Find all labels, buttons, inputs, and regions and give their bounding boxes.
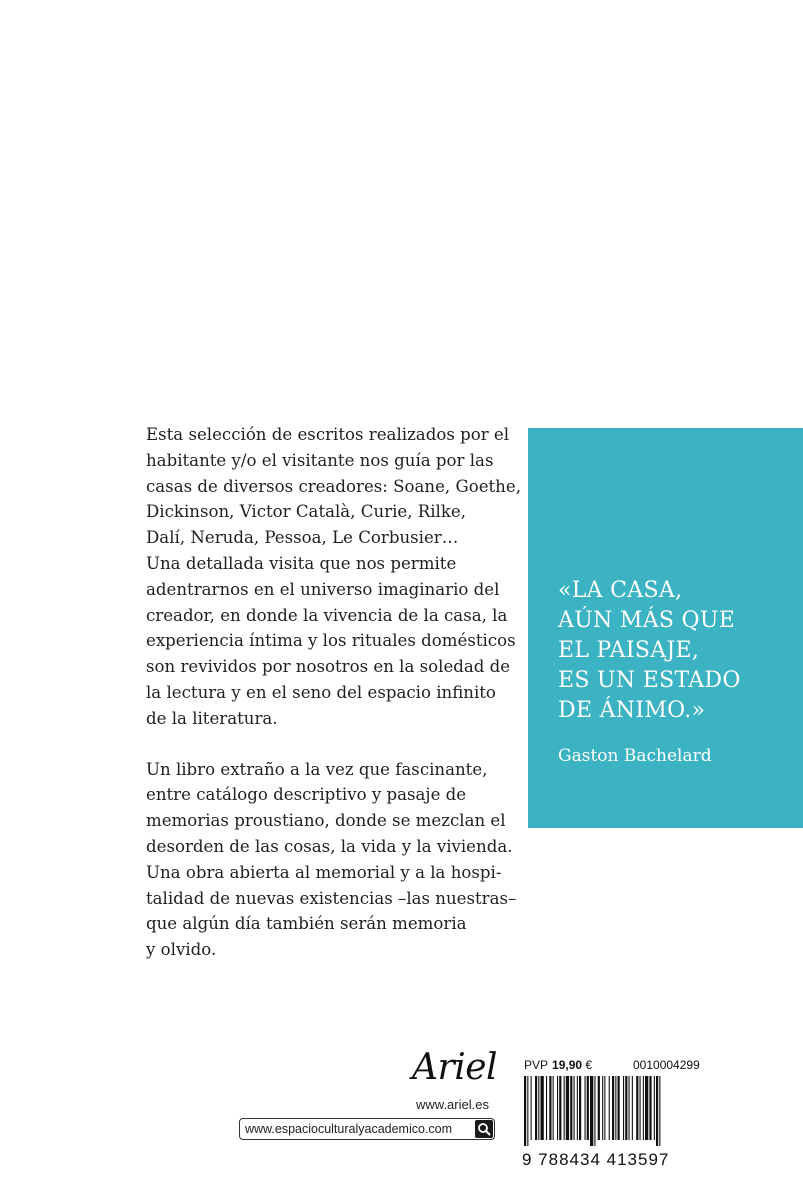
blurb-line: talidad de nuevas existencias –las nuestras– [146, 888, 517, 908]
barcode-bar [553, 1076, 554, 1140]
paragraph-gap [146, 732, 516, 757]
barcode-bar [549, 1076, 551, 1140]
publisher-website[interactable]: www.ariel.es [416, 1097, 489, 1112]
barcode-bar [643, 1076, 644, 1140]
barcode-bar [546, 1076, 547, 1140]
quote-line: ES UN ESTADO [558, 668, 741, 693]
blurb-line: y olvido. [146, 940, 217, 960]
barcode-bar [598, 1076, 600, 1140]
blurb-line: experiencia íntima y los rituales domésticos [146, 631, 516, 651]
barcode-bar [574, 1076, 575, 1140]
search-button[interactable] [475, 1120, 493, 1138]
blurb-line: son revividos por nosotros en la soledad de [146, 657, 511, 677]
barcode-bar [623, 1076, 624, 1140]
barcode-bar [524, 1076, 526, 1146]
blurb-line: Un libro extraño a la vez que fascinante, [146, 759, 488, 779]
blurb-line: casas de diversos creadores: Soane, Goethe, [146, 476, 521, 496]
product-code: 0010004299 [633, 1058, 700, 1072]
quote-line: EL PAISAJE, [558, 638, 700, 663]
blurb-line: memorias proustiano, donde se mezclan el [146, 811, 506, 831]
barcode-bar [577, 1076, 578, 1140]
barcode-bar [564, 1076, 565, 1140]
price-amount: 19,90 [552, 1058, 583, 1072]
barcode-bar [531, 1076, 532, 1140]
barcode-bar [527, 1076, 528, 1146]
price-currency: € [585, 1058, 593, 1072]
barcode-bar [636, 1076, 638, 1140]
blurb-line: Esta selección de escritos realizados por el [146, 425, 510, 444]
barcode-bar [566, 1076, 569, 1140]
barcode-bar [615, 1076, 616, 1140]
quote-author: Gaston Bachelard [558, 746, 712, 766]
barcode-bar [590, 1076, 593, 1146]
barcode-bar [538, 1076, 539, 1140]
barcode-bar [570, 1076, 572, 1140]
barcode-bar [612, 1076, 614, 1140]
barcode-bar [609, 1076, 610, 1140]
barcode-bar [541, 1076, 544, 1140]
barcode-bar [559, 1076, 561, 1140]
barcode-bar [602, 1076, 603, 1140]
barcode-bar [557, 1076, 558, 1140]
blurb-line: Dalí, Neruda, Pessoa, Le Corbusier… [146, 528, 459, 548]
price-label: PVP [524, 1058, 549, 1072]
blurb-line: desorden de las cosas, la vida y la vivienda. [146, 836, 513, 856]
barcode-bar [587, 1076, 589, 1140]
barcode-bar [535, 1076, 537, 1140]
quote-line: AÚN MÁS QUE [558, 608, 736, 633]
back-cover-blurb [146, 422, 521, 963]
barcode-bar [594, 1076, 595, 1146]
barcode-bar [656, 1076, 658, 1146]
barcode-bar [579, 1076, 581, 1140]
blurb-line: la lectura y en el seno del espacio infinito [146, 682, 496, 702]
search-icon [477, 1122, 491, 1136]
barcode-bar [629, 1076, 630, 1140]
barcode-bar [640, 1076, 641, 1140]
blurb-line: adentrarnos en el universo imaginario del [146, 579, 500, 599]
blurb-line: Una obra abierta al memorial y a la hospi- [146, 862, 502, 882]
barcode-bar [645, 1076, 648, 1140]
search-url-box[interactable] [239, 1118, 495, 1140]
blurb-line: Dickinson, Victor Català, Curie, Rilke, [146, 502, 467, 522]
barcode-bar [632, 1076, 633, 1140]
barcode-bar [659, 1076, 660, 1146]
blurb-line: habitante y/o el visitante nos guía por las [146, 450, 494, 470]
search-url[interactable]: www.espacioculturalyacademico.com [245, 1122, 453, 1136]
quote-line: DE ÁNIMO.» [558, 698, 706, 723]
barcode [522, 1076, 704, 1146]
blurb-line: Una detallada visita que nos permite [146, 553, 457, 573]
barcode-bar [618, 1076, 620, 1140]
blurb-line: creador, en donde la vivencia de la casa, la [146, 605, 508, 625]
barcode-bar [585, 1076, 586, 1140]
isbn-number: 9 788434 413597 [522, 1150, 670, 1169]
barcode-bar [625, 1076, 627, 1140]
price-row [524, 1058, 704, 1072]
blurb-line: que algún día también serán memoria [146, 914, 467, 934]
blurb-line: entre catálogo descriptivo y pasaje de [146, 785, 467, 805]
quote-box [528, 428, 803, 828]
barcode-bar [649, 1076, 651, 1140]
barcode-bar [604, 1076, 605, 1140]
quote-line: «LA CASA, [558, 578, 683, 603]
blurb-line: de la literatura. [146, 708, 278, 728]
barcode-bar [654, 1076, 655, 1140]
publisher-logo: Ariel [412, 1047, 498, 1088]
pull-quote [558, 576, 741, 726]
